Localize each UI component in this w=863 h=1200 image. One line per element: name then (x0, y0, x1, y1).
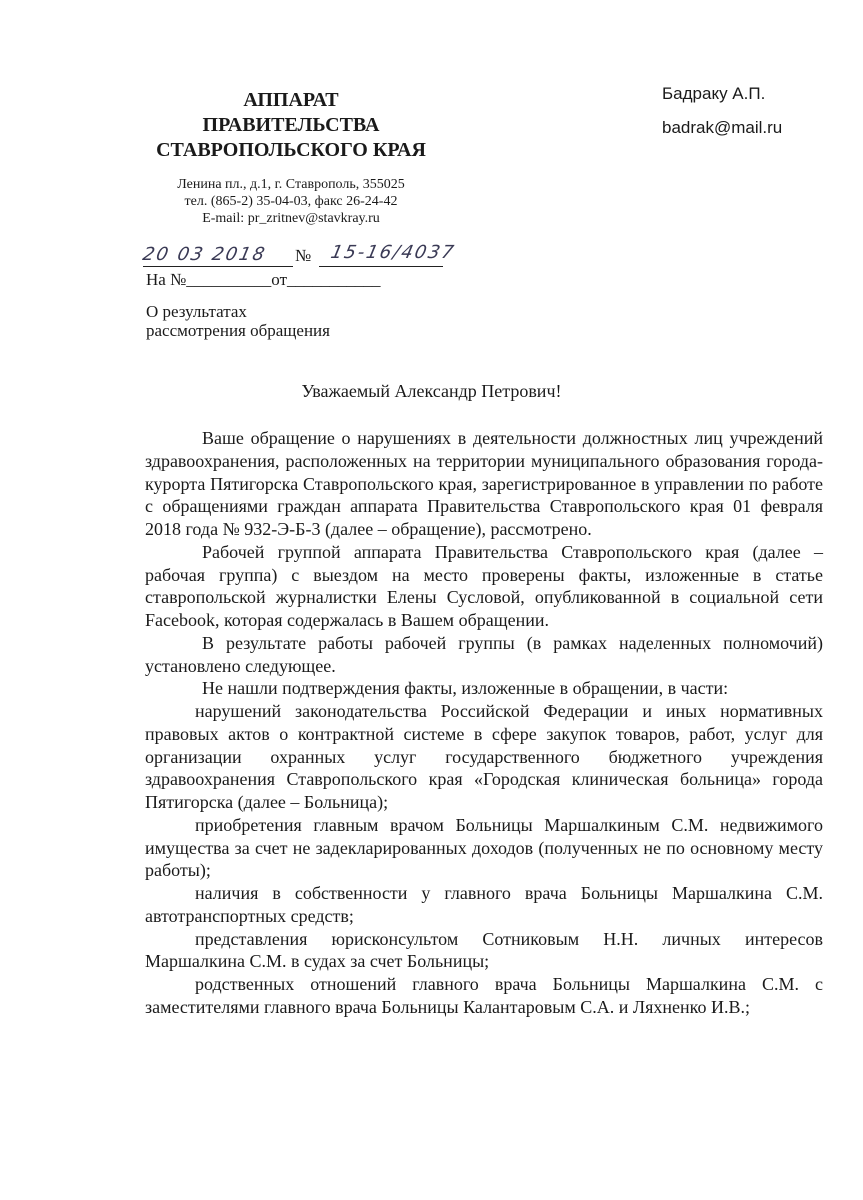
paragraph: Рабочей группой аппарата Правительства Ставропольского края (далее – рабочая группа) с выездом на место проверены факты, изложенные в статье ставропольской журналистки Елены Сусловой, опубликованной в социальной сети Facebook, которая содержалась в Вашем обращении. (145, 541, 823, 630)
handwritten-number: 15-16/4037 (328, 242, 458, 263)
email-line: E-mail: pr_zritnev@stavkray.ru (202, 211, 380, 226)
phone-line: тел. (865-2) 35-04-03, факс 26-24-42 (184, 194, 398, 209)
reply-reference: На №__________от___________ (146, 270, 381, 289)
addressee-block (662, 84, 782, 138)
org-line-3: СТАВРОПОЛЬСКОГО КРАЯ (156, 139, 426, 161)
paragraph: Ваше обращение о нарушениях в деятельности должностных лиц учреждений здравоохранения, расположенных на территории муниципального образования города-курорта Пятигорска Ставропольского края, зарегистрированное в управлении по работе с обращениями граждан аппарата Правительства Ставропольского края 01 февраля 2018 года № 932-Э-Б-3 (далее – обращение), рассмотрено. (145, 428, 823, 539)
org-line-1: АППАРАТ (243, 89, 339, 111)
address-line: Ленина пл., д.1, г. Ставрополь, 355025 (177, 177, 405, 192)
organization-address (150, 176, 432, 227)
paragraph: наличия в собственности у главного врача Больницы Маршалкина С.М. автотранспортных средств; (145, 883, 823, 926)
paragraph: родственных отношений главного врача Больницы Маршалкина С.М. с заместителями главного врача Больницы Калантаровым С.А. и Ляхненко И.В.; (145, 974, 823, 1017)
letter-body (145, 427, 823, 1019)
addressee-name: Бадраку А.П. (662, 84, 766, 103)
subject-line-1: О результатах (146, 302, 247, 321)
registration-line (140, 240, 458, 270)
date-underline (143, 266, 293, 267)
org-line-2: ПРАВИТЕЛЬСТВА (202, 114, 380, 136)
paragraph: приобретения главным врачом Больницы Маршалкиным С.М. недвижимого имущества за счет не задекларированных доходов (полученных не по основному месту работы); (145, 814, 823, 881)
subject (146, 302, 330, 340)
salutation: Уважаемый Александр Петрович! (301, 381, 562, 401)
paragraph: Не нашли подтверждения факты, изложенные в обращении, в части: (202, 678, 729, 699)
subject-line-2: рассмотрения обращения (146, 321, 330, 340)
handwritten-date: 20 03 2018 (140, 244, 269, 265)
paragraph: представления юрисконсультом Сотниковым Н.Н. личных интересов Маршалкина С.М. в судах за счет Больницы; (145, 928, 823, 972)
organization-name (150, 88, 432, 163)
addressee-email: badrak@mail.ru (662, 118, 783, 137)
paragraph: нарушений законодательства Российской Федерации и иных нормативных правовых актов о контрактной системе в сфере закупок товаров, работ, услуг для организации охранных услуг государственного бюджетного учреждения здравоохранения Ставропольского края «Городская клиническая больница» города Пятигорска (далее – Больница); (145, 701, 823, 812)
number-underline (319, 266, 443, 267)
number-sign: № (295, 246, 312, 265)
paragraph: В результате работы рабочей группы (в рамках наделенных полномочий) установлено следующее. (145, 632, 823, 676)
